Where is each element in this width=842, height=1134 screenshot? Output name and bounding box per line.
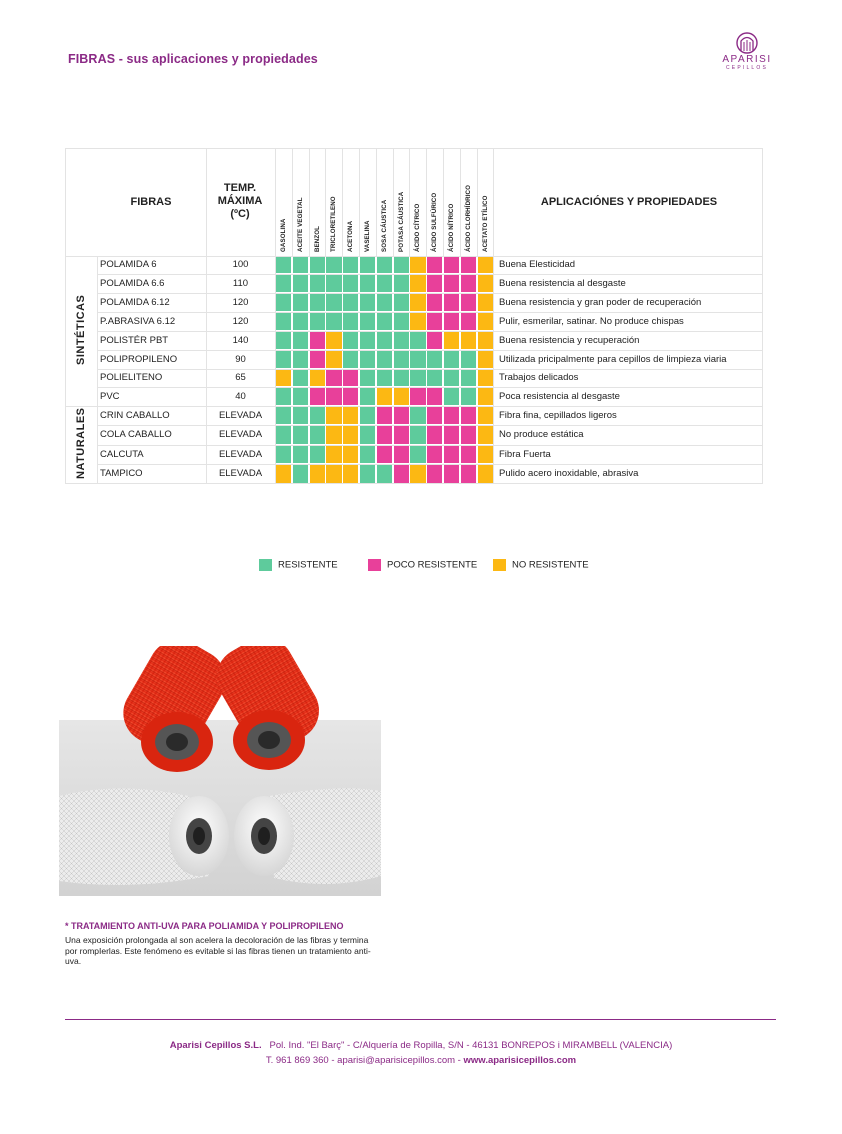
- resistance-cell: [310, 332, 325, 349]
- resistance-cell: [394, 332, 409, 349]
- table-row-temp: 120: [232, 296, 249, 308]
- brush-rollers-photo: [59, 646, 381, 896]
- table-border-right: [762, 148, 763, 484]
- table-row-temp: 65: [235, 372, 246, 383]
- col-header-temp-line2: MÁXIMA: [217, 195, 263, 207]
- group-divider: [65, 406, 97, 407]
- resistance-cell: [427, 332, 442, 349]
- chem-col-divider: [292, 148, 293, 256]
- resistance-cell: [377, 275, 392, 292]
- resistance-cell: [377, 407, 392, 424]
- resistance-cell: [478, 332, 493, 349]
- resistance-cell: [276, 275, 291, 292]
- resistance-cell: [360, 465, 375, 483]
- resistance-cell: [310, 313, 325, 330]
- resistance-cell: [360, 257, 375, 273]
- resistance-cell: [394, 257, 409, 273]
- page-title: FIBRAS - sus aplicaciones y propiedades: [68, 52, 318, 66]
- resistance-cell: [444, 446, 459, 463]
- resistance-cell: [326, 446, 341, 463]
- resistance-cell: [461, 313, 476, 330]
- table-col-divider: [493, 148, 494, 484]
- resistance-cell: [427, 465, 442, 483]
- table-row-fiber-name: POLIELITENO: [100, 372, 163, 383]
- table-row-fiber-name: POLISTÉR PBT: [100, 334, 169, 346]
- resistance-cell: [377, 370, 392, 386]
- table-row-application: Poca resistencia al desgaste: [499, 390, 620, 402]
- group-label-naturales: NATURALES: [75, 407, 87, 479]
- table-row-fiber-name: POLAMIDA 6.6: [100, 277, 165, 289]
- resistance-cell: [326, 332, 341, 349]
- resistance-cell: [394, 426, 409, 444]
- resistance-cell: [427, 407, 442, 424]
- resistance-cell: [478, 351, 493, 368]
- resistance-cell: [410, 257, 425, 273]
- table-row-temp: ELEVADA: [218, 448, 263, 460]
- resistance-cell: [343, 388, 358, 405]
- resistance-cell: [444, 257, 459, 273]
- table-row-application: Buena resistencia al desgaste: [499, 277, 626, 289]
- chem-header-label: ACEITE VEGETAL: [296, 197, 304, 252]
- resistance-cell: [343, 275, 358, 292]
- footer-divider: [65, 1019, 776, 1020]
- footer-web-link[interactable]: www.aparisicepillos.com: [463, 1055, 577, 1066]
- resistance-cell: [461, 465, 476, 483]
- resistance-cell: [343, 294, 358, 311]
- resistance-cell: [410, 294, 425, 311]
- note-body: Una exposición prolongada al son acelera la decoloración de las fibras y termina por rompIerlas. Este fenómeno es evitable si las fibras tienen un tratamiento anti-uva.: [65, 935, 371, 966]
- table-row-temp: 120: [232, 315, 249, 327]
- table-border-top: [65, 148, 763, 149]
- table-row-application: Fibra Fuerta: [499, 448, 551, 460]
- chem-header-label: ACETONA: [347, 220, 355, 252]
- resistance-cell: [360, 351, 375, 368]
- resistance-cell: [326, 407, 341, 424]
- resistance-cell: [343, 313, 358, 330]
- resistance-cell: [360, 388, 375, 405]
- resistance-cell: [343, 257, 358, 273]
- table-row-application: Buena resistencia y gran poder de recuperación: [499, 296, 702, 308]
- resistance-cell: [410, 465, 425, 483]
- resistance-cell: [293, 351, 308, 368]
- group-label-sinteticas: SINTÉTICAS: [75, 294, 87, 365]
- resistance-cell: [461, 426, 476, 444]
- chem-header-label: BENZOL: [313, 225, 321, 252]
- table-row-application: Trabajos delicados: [499, 372, 579, 383]
- resistance-cell: [461, 446, 476, 463]
- resistance-cell: [444, 275, 459, 292]
- resistance-cell: [293, 275, 308, 292]
- resistance-cell: [427, 294, 442, 311]
- resistance-cell: [360, 446, 375, 463]
- resistance-cell: [293, 370, 308, 386]
- resistance-cell: [310, 388, 325, 405]
- resistance-cell: [276, 426, 291, 444]
- resistance-cell: [377, 465, 392, 483]
- resistance-cell: [461, 332, 476, 349]
- resistance-cell: [478, 370, 493, 386]
- chem-col-divider: [477, 148, 478, 256]
- resistance-cell: [326, 275, 341, 292]
- resistance-cell: [343, 351, 358, 368]
- footer-contact-line: [0, 1055, 842, 1066]
- resistance-cell: [410, 370, 425, 386]
- resistance-cell: [478, 257, 493, 273]
- chem-col-divider: [359, 148, 360, 256]
- resistance-cell: [427, 388, 442, 405]
- table-row-application: Fibra fina, cepillados ligeros: [499, 409, 617, 421]
- table-row-fiber-name: COLA CABALLO: [100, 429, 172, 440]
- resistance-cell: [394, 446, 409, 463]
- resistance-cell: [310, 446, 325, 463]
- resistance-cell: [276, 313, 291, 330]
- resistance-cell: [410, 313, 425, 330]
- resistance-cell: [427, 275, 442, 292]
- resistance-cell: [276, 294, 291, 311]
- resistance-cell: [326, 426, 341, 444]
- chem-col-divider: [460, 148, 461, 256]
- resistance-cell: [343, 465, 358, 483]
- resistance-cell: [394, 465, 409, 483]
- chem-header-label: ACETATO ETÍLICO: [481, 195, 489, 252]
- chem-col-divider: [443, 148, 444, 256]
- resistance-cell: [444, 313, 459, 330]
- resistance-cell: [410, 426, 425, 444]
- resistance-cell: [461, 370, 476, 386]
- resistance-cell: [427, 351, 442, 368]
- resistance-cell: [394, 407, 409, 424]
- resistance-cell: [427, 313, 442, 330]
- resistance-cell: [360, 313, 375, 330]
- resistance-cell: [360, 407, 375, 424]
- legend-swatch-green: [259, 559, 272, 571]
- table-row-temp: 90: [235, 353, 246, 365]
- resistance-cell: [326, 351, 341, 368]
- col-header-temp: [206, 182, 274, 221]
- footer-address-line: [0, 1040, 842, 1051]
- note-title: * TRATAMIENTO ANTI-UVA PARA POLIAMIDA Y POLIPROPILENO: [65, 921, 344, 931]
- chem-col-divider: [342, 148, 343, 256]
- resistance-cell: [293, 294, 308, 311]
- table-row-fiber-name: CALCUTA: [100, 448, 144, 460]
- chem-col-divider: [409, 148, 410, 256]
- table-row-application: Utilizada pricipalmente para cepillos de limpieza viaria: [499, 353, 727, 365]
- chem-col-divider: [426, 148, 427, 256]
- resistance-cell: [394, 351, 409, 368]
- chem-header-label: TRICLORETILENO: [330, 196, 338, 252]
- footer-company: Aparisi Cepillos S.L.: [169, 1040, 262, 1051]
- resistance-cell: [377, 313, 392, 330]
- table-row-application: Buena resistencia y recuperación: [499, 334, 640, 346]
- chem-header-label: GASOLINA: [280, 218, 287, 252]
- resistance-cell: [444, 426, 459, 444]
- resistance-cell: [276, 370, 291, 386]
- legend-label-resistente: RESISTENTE: [278, 559, 338, 571]
- resistance-cell: [394, 275, 409, 292]
- resistance-cell: [478, 388, 493, 405]
- resistance-cell: [427, 370, 442, 386]
- table-row-temp: 140: [232, 334, 249, 346]
- resistance-cell: [427, 426, 442, 444]
- resistance-cell: [276, 388, 291, 405]
- resistance-cell: [377, 294, 392, 311]
- col-header-fibras: FIBRAS: [130, 196, 172, 208]
- resistance-cell: [394, 388, 409, 405]
- resistance-cell: [293, 465, 308, 483]
- table-col-divider: [97, 256, 98, 484]
- resistance-cell: [444, 332, 459, 349]
- resistance-cell: [326, 257, 341, 273]
- legend-label-poco: POCO RESISTENTE: [387, 559, 478, 571]
- table-row-temp: 40: [235, 390, 246, 402]
- resistance-cell: [444, 465, 459, 483]
- resistance-cell: [478, 465, 493, 483]
- table-row-fiber-name: POLAMIDA 6: [100, 259, 157, 270]
- resistance-cell: [293, 257, 308, 273]
- chem-header-label: ÁCIDO SULFÚRICO: [431, 192, 439, 252]
- legend-label-no: NO RESISTENTE: [512, 559, 589, 571]
- resistance-cell: [360, 426, 375, 444]
- resistance-cell: [360, 332, 375, 349]
- resistance-cell: [410, 407, 425, 424]
- resistance-cell: [276, 351, 291, 368]
- resistance-cell: [276, 446, 291, 463]
- table-row-fiber-name: TAMPICO: [100, 468, 143, 479]
- resistance-cell: [461, 407, 476, 424]
- table-row-temp: ELEVADA: [218, 409, 263, 421]
- company-logo: [716, 32, 778, 78]
- resistance-cell: [360, 370, 375, 386]
- table-row-application: No produce estática: [499, 429, 584, 440]
- resistance-cell: [427, 446, 442, 463]
- legend-swatch-yellow: [493, 559, 506, 571]
- resistance-cell: [478, 446, 493, 463]
- chem-header-label: VASELINA: [364, 220, 371, 252]
- resistance-cell: [410, 275, 425, 292]
- table-border-left: [65, 148, 66, 484]
- resistance-cell: [377, 257, 392, 273]
- resistance-cell: [461, 388, 476, 405]
- resistance-cell: [326, 370, 341, 386]
- resistance-cell: [377, 388, 392, 405]
- table-border-bottom: [65, 483, 763, 484]
- resistance-cell: [293, 332, 308, 349]
- resistance-table: [65, 148, 763, 484]
- footer-contact: T. 961 869 360 - aparisi@aparisicepillos.com -: [265, 1055, 461, 1066]
- resistance-cell: [444, 351, 459, 368]
- table-row-application: Pulir, esmerilar, satinar. No produce chispas: [499, 315, 684, 327]
- resistance-cell: [377, 351, 392, 368]
- resistance-cell: [444, 407, 459, 424]
- chem-header-label: ÁCIDO CLORHÍDRICO: [464, 184, 472, 252]
- chem-header-label: ÁCIDO NÍTRICO: [448, 203, 455, 252]
- resistance-cell: [410, 332, 425, 349]
- chem-col-divider: [376, 148, 377, 256]
- resistance-cell: [310, 294, 325, 311]
- resistance-cell: [377, 426, 392, 444]
- table-row-temp: ELEVADA: [218, 468, 263, 479]
- col-header-temp-line3: (ºC): [230, 208, 250, 220]
- legend-poco-resistente: [368, 559, 477, 571]
- resistance-cell: [444, 294, 459, 311]
- resistance-cell: [478, 313, 493, 330]
- resistance-cell: [461, 275, 476, 292]
- chem-col-divider: [309, 148, 310, 256]
- footer-address: Pol. Ind. "El Barç" - C/Alquería de Ropilla, S/N - 46131 BONREPOS i MIRAMBELL (VALENCIA): [269, 1040, 673, 1051]
- logo-emblem-icon: [735, 32, 759, 54]
- resistance-cell: [276, 332, 291, 349]
- resistance-cell: [310, 351, 325, 368]
- resistance-cell: [326, 313, 341, 330]
- logo-sub: CEPILLOS: [725, 65, 769, 71]
- legend-swatch-magenta: [368, 559, 381, 571]
- legend-no-resistente: [493, 559, 589, 571]
- resistance-cell: [360, 294, 375, 311]
- resistance-cell: [410, 446, 425, 463]
- resistance-cell: [343, 446, 358, 463]
- resistance-cell: [394, 313, 409, 330]
- resistance-cell: [343, 332, 358, 349]
- resistance-cell: [326, 388, 341, 405]
- col-header-temp-line1: TEMP.: [223, 182, 257, 194]
- resistance-cell: [394, 294, 409, 311]
- table-row-temp: 110: [232, 277, 249, 289]
- resistance-cell: [461, 294, 476, 311]
- resistance-cell: [310, 275, 325, 292]
- resistance-cell: [343, 407, 358, 424]
- resistance-cell: [293, 313, 308, 330]
- chem-header-label: ÁCIDO CÍTRICO: [414, 203, 422, 252]
- resistance-cell: [310, 426, 325, 444]
- resistance-cell: [326, 465, 341, 483]
- table-row-fiber-name: P.ABRASIVA 6.12: [100, 315, 176, 327]
- resistance-cell: [293, 407, 308, 424]
- resistance-cell: [276, 407, 291, 424]
- logo-name: APARISI: [722, 54, 772, 65]
- resistance-cell: [410, 351, 425, 368]
- table-row-fiber-name: POLAMIDA 6.12: [100, 296, 170, 308]
- table-row-application: Pulido acero inoxidable, abrasiva: [499, 468, 639, 479]
- resistance-cell: [427, 257, 442, 273]
- chem-header-label: SOSA CÁUSTICA: [380, 199, 388, 252]
- resistance-cell: [444, 370, 459, 386]
- resistance-cell: [410, 388, 425, 405]
- resistance-cell: [310, 465, 325, 483]
- table-row-fiber-name: PVC: [100, 390, 120, 402]
- resistance-cell: [310, 370, 325, 386]
- legend-resistente: [259, 559, 338, 571]
- resistance-cell: [461, 351, 476, 368]
- table-row-temp: ELEVADA: [218, 429, 263, 440]
- resistance-cell: [377, 332, 392, 349]
- resistance-cell: [360, 275, 375, 292]
- chem-col-divider: [325, 148, 326, 256]
- resistance-cell: [478, 275, 493, 292]
- resistance-cell: [326, 294, 341, 311]
- resistance-cell: [276, 257, 291, 273]
- table-row-fiber-name: POLIPROPILENO: [100, 353, 178, 365]
- chem-header-label: POTASA CÁUSTICA: [397, 191, 405, 252]
- resistance-cell: [394, 370, 409, 386]
- resistance-cell: [310, 407, 325, 424]
- resistance-cell: [478, 294, 493, 311]
- resistance-cell: [276, 465, 291, 483]
- table-row-fiber-name: CRIN CABALLO: [100, 409, 170, 421]
- chem-col-divider: [393, 148, 394, 256]
- table-row-application: Buena Elesticidad: [499, 259, 576, 270]
- resistance-cell: [293, 388, 308, 405]
- col-header-aplicaciones: APLICACIÓNES Y PROPIEDADES: [540, 196, 718, 208]
- resistance-cell: [478, 407, 493, 424]
- resistance-cell: [377, 446, 392, 463]
- resistance-cell: [461, 257, 476, 273]
- resistance-cell: [444, 388, 459, 405]
- resistance-cell: [293, 426, 308, 444]
- resistance-cell: [293, 446, 308, 463]
- resistance-cell: [343, 370, 358, 386]
- resistance-cell: [478, 426, 493, 444]
- resistance-cell: [310, 257, 325, 273]
- resistance-cell: [343, 426, 358, 444]
- table-row-temp: 100: [232, 259, 249, 270]
